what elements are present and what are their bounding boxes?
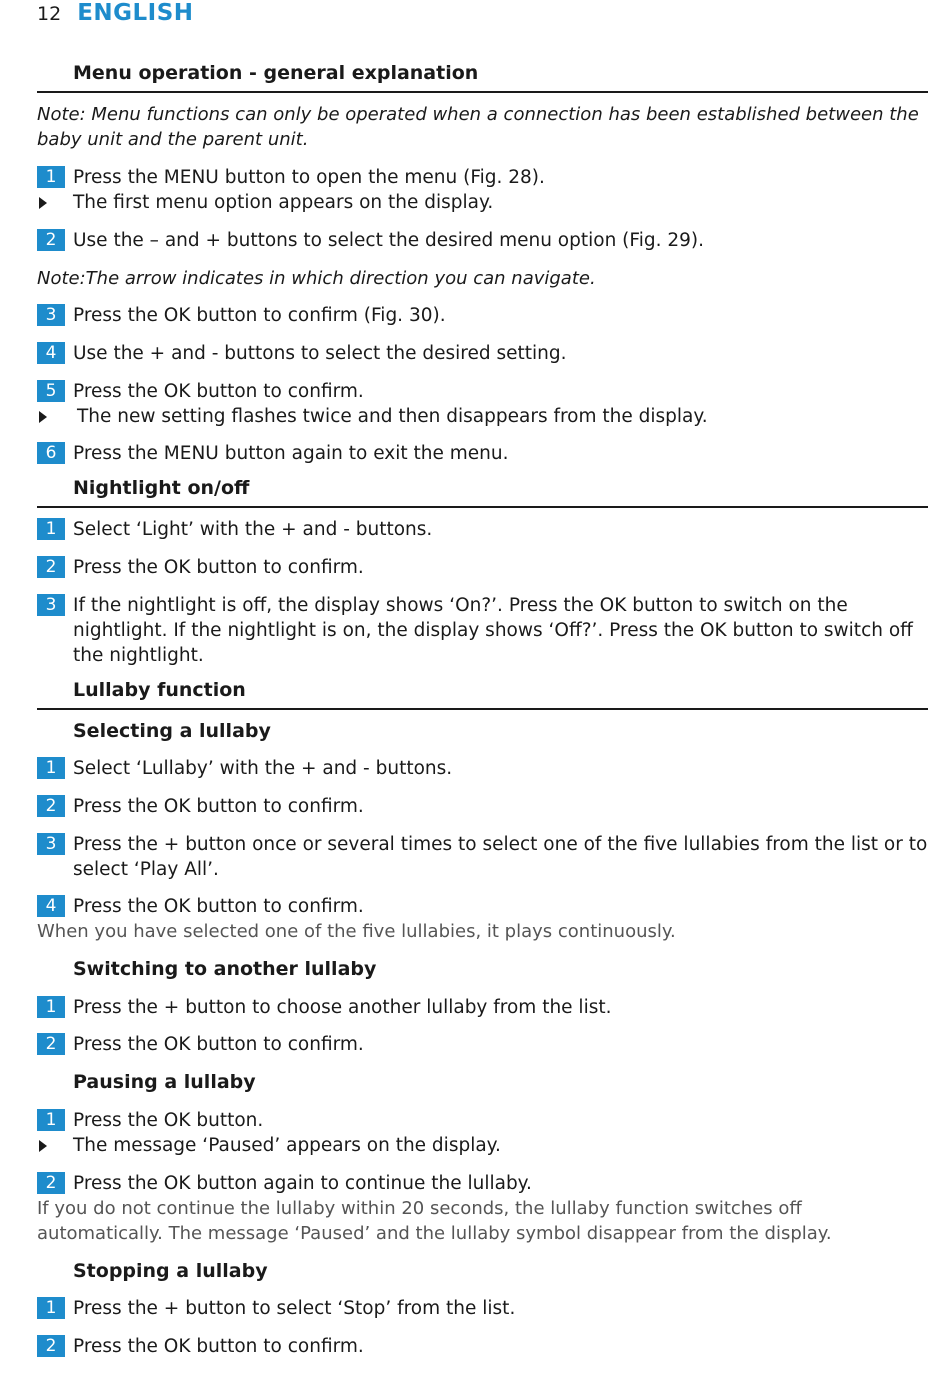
step-number-badge: 3 [37,833,65,855]
result-text: The new setting flashes twice and then disappears from the display. [77,406,708,427]
step-text: Press the OK button to confirm (Fig. 30). [73,305,446,326]
step-number-badge: 1 [37,996,65,1018]
step-number-badge: 2 [37,556,65,578]
step-text: Press the OK button to confirm. [73,1034,364,1055]
step-text: Press the OK button to confirm. [73,896,364,917]
step-text: Press the + button once or several times to select one of the five lullabies from the list or to select ‘Play All’. [73,834,928,880]
step-number-badge: 3 [37,594,65,616]
page-header [37,0,194,30]
result-arrow-icon [39,197,47,209]
step-text: Press the + button to choose another lullaby from the list. [73,997,612,1018]
step-text: Press the + button to select ‘Stop’ from the list. [73,1298,516,1319]
step-text: Select ‘Light’ with the + and - buttons. [73,519,433,540]
note-connection: Note: Menu functions can only be operated when a connection has been established between the baby unit and the parent unit. [37,104,919,150]
note-arrow: Note:The arrow indicates in which direction you can navigate. [37,268,596,289]
step-number-badge: 2 [37,795,65,817]
step-number-badge: 6 [37,442,65,464]
step-text: Use the + and - buttons to select the desired setting. [73,343,567,364]
subsection-title-pausing: Pausing a lullaby [73,1071,256,1093]
section-title-nightlight: Nightlight on/off [37,471,928,508]
step-number-badge: 1 [37,1109,65,1131]
info-text: If you do not continue the lullaby within 20 seconds, the lullaby function switches off automatically. The message ‘Paused’ and the lullaby symbol disappear from the display. [37,1198,832,1244]
step-number-badge: 4 [37,895,65,917]
step-text: Press the OK button. [73,1110,264,1131]
section-title-menu-operation: Menu operation - general explanation [37,56,928,93]
step-text: Select ‘Lullaby’ with the + and - buttons. [73,758,453,779]
subsection-title-selecting: Selecting a lullaby [73,720,271,742]
result-text: The message ‘Paused’ appears on the display. [73,1135,501,1156]
step-text: If the nightlight is off, the display shows ‘On?’. Press the OK button to switch on the nightlight. If the nightlight is on, the display shows ‘Off?’. Press the OK button to switch off the nightlight. [73,595,913,666]
section-title-lullaby: Lullaby function [37,673,928,710]
step-text: Press the OK button to confirm. [73,557,364,578]
result-text: The first menu option appears on the display. [73,192,494,213]
step-number-badge: 2 [37,1033,65,1055]
step-number-badge: 4 [37,342,65,364]
page-number: 12 [37,3,62,25]
result-arrow-icon [39,411,47,423]
step-number-badge: 1 [37,1297,65,1319]
step-number-badge: 1 [37,166,65,188]
step-number-badge: 2 [37,229,65,251]
step-number-badge: 5 [37,380,65,402]
step-text: Press the OK button to confirm. [73,796,364,817]
step-number-badge: 1 [37,757,65,779]
step-text: Press the MENU button to open the menu (Fig. 28). [73,167,545,188]
subsection-title-stopping: Stopping a lullaby [73,1260,268,1282]
step-text: Use the – and + buttons to select the desired menu option (Fig. 29). [73,230,704,251]
step-text: Press the OK button to confirm. [73,381,364,402]
step-number-badge: 2 [37,1172,65,1194]
subsection-title-switching: Switching to another lullaby [73,958,377,980]
step-number-badge: 3 [37,304,65,326]
result-arrow-icon [39,1140,47,1152]
step-text: Press the OK button to confirm. [73,1336,364,1357]
step-number-badge: 2 [37,1335,65,1357]
step-text: Press the MENU button again to exit the menu. [73,443,509,464]
step-text: Press the OK button again to continue the lullaby. [73,1173,532,1194]
step-number-badge: 1 [37,518,65,540]
info-text: When you have selected one of the five lullabies, it plays continuously. [37,921,676,942]
language-heading: ENGLISH [77,0,194,26]
